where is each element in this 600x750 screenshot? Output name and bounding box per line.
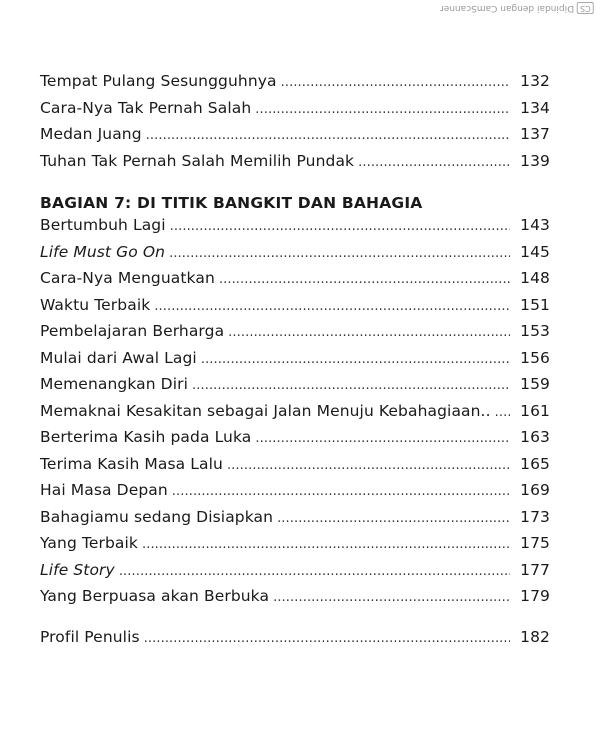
toc-entry-page: 153 bbox=[520, 322, 550, 340]
toc-leader-dots bbox=[281, 75, 510, 90]
toc-entry-page: 143 bbox=[520, 216, 550, 234]
toc-leader-dots bbox=[255, 102, 510, 117]
toc-entry bbox=[40, 349, 550, 376]
toc-entry-page: 177 bbox=[520, 560, 550, 579]
toc-entry-title: Pembelajaran Berharga bbox=[40, 322, 225, 340]
toc-leader-dots bbox=[255, 431, 510, 446]
toc-entry bbox=[40, 534, 550, 561]
toc-leader-dots bbox=[227, 458, 510, 473]
toc-entry-title: Cara-Nya Menguatkan bbox=[40, 269, 215, 287]
toc-entry-page: 132 bbox=[520, 72, 550, 90]
toc-entry-title: Profil Penulis bbox=[40, 627, 140, 646]
toc-entry bbox=[40, 72, 550, 99]
toc-entry-page: 145 bbox=[520, 242, 550, 261]
toc-leader-dots bbox=[119, 564, 510, 579]
toc-entry bbox=[40, 561, 550, 588]
toc-entry-title: Life Story bbox=[40, 560, 115, 579]
toc-entry-page: 134 bbox=[520, 98, 550, 117]
toc-list-top bbox=[40, 72, 550, 178]
toc-leader-dots bbox=[170, 219, 510, 234]
toc-entry bbox=[40, 216, 550, 243]
toc-entry bbox=[40, 152, 550, 179]
toc-leader-dots bbox=[144, 631, 510, 646]
toc-entry-title: Mulai dari Awal Lagi bbox=[40, 348, 197, 367]
toc-list-end bbox=[40, 628, 550, 655]
toc-entry-title: Tempat Pulang Sesungguhnya bbox=[40, 72, 277, 90]
toc-leader-dots bbox=[192, 378, 510, 393]
spacer bbox=[40, 614, 550, 628]
toc-entry-page: 169 bbox=[520, 481, 550, 499]
toc-leader-dots bbox=[201, 352, 510, 367]
toc-leader-dots bbox=[146, 128, 510, 143]
toc-entry-title: Cara-Nya Tak Pernah Salah bbox=[40, 98, 252, 117]
toc-entry-title: Waktu Terbaik bbox=[40, 295, 151, 314]
toc-entry bbox=[40, 455, 550, 482]
toc-entry-title: Medan Juang bbox=[40, 125, 142, 143]
toc-leader-dots bbox=[228, 325, 510, 340]
toc-entry-page: 159 bbox=[520, 375, 550, 393]
toc-entry bbox=[40, 269, 550, 296]
toc-entry bbox=[40, 99, 550, 126]
toc-entry-page: 175 bbox=[520, 534, 550, 552]
toc-entry-title: Hai Masa Depan bbox=[40, 481, 168, 499]
toc-entry bbox=[40, 587, 550, 614]
toc-entry-page: 163 bbox=[520, 428, 550, 446]
toc-entry-title: Bertumbuh Lagi bbox=[40, 216, 166, 234]
toc-entry-title: Yang Berpuasa akan Berbuka bbox=[40, 587, 270, 605]
toc-list-section bbox=[40, 216, 550, 614]
toc-leader-dots bbox=[154, 299, 510, 314]
toc-entry-page: 165 bbox=[520, 454, 550, 473]
toc-leader-dots bbox=[172, 484, 510, 499]
scanner-watermark bbox=[440, 2, 594, 14]
toc-entry-page: 179 bbox=[520, 587, 550, 605]
section-heading: BAGIAN 7: DI TITIK BANGKIT DAN BAHAGIA bbox=[40, 194, 423, 212]
toc-entry bbox=[40, 243, 550, 270]
toc-entry-title: Bahagiamu sedang Disiapkan bbox=[40, 507, 274, 526]
toc-entry-title: Terima Kasih Masa Lalu bbox=[40, 454, 223, 473]
scanner-watermark-text: Dipindai dengan CamScanner bbox=[440, 3, 575, 13]
toc-entry-page: 137 bbox=[520, 125, 550, 143]
toc-entry bbox=[40, 322, 550, 349]
toc-entry bbox=[40, 508, 550, 535]
toc-entry-page: 139 bbox=[520, 151, 550, 170]
toc-entry-title: Yang Terbaik bbox=[40, 534, 138, 552]
toc-leader-dots bbox=[142, 537, 510, 552]
toc-entry-title: Memenangkan Diri bbox=[40, 375, 189, 393]
toc-entry bbox=[40, 481, 550, 508]
toc-entry-page: 173 bbox=[520, 507, 550, 526]
toc-entry-page: 161 bbox=[520, 401, 550, 420]
toc-entry-title: Berterima Kasih pada Luka bbox=[40, 428, 252, 446]
toc-leader-dots bbox=[358, 155, 510, 170]
table-of-contents bbox=[40, 72, 550, 654]
toc-entry-title: Life Must Go On bbox=[40, 242, 166, 261]
toc-entry bbox=[40, 428, 550, 455]
toc-leader-dots bbox=[495, 405, 510, 420]
toc-entry-page: 156 bbox=[520, 348, 550, 367]
toc-leader-dots bbox=[273, 590, 510, 605]
toc-entry-title: Memaknai Kesakitan sebagai Jalan Menuju Kebahagiaan.. bbox=[40, 401, 491, 420]
toc-entry-title: Tuhan Tak Pernah Salah Memilih Pundak bbox=[40, 151, 355, 170]
toc-entry bbox=[40, 375, 550, 402]
toc-entry bbox=[40, 125, 550, 152]
toc-entry-page: 148 bbox=[520, 269, 550, 287]
toc-entry-page: 151 bbox=[520, 295, 550, 314]
toc-entry bbox=[40, 402, 550, 429]
toc-leader-dots bbox=[277, 511, 510, 526]
scanner-badge: CS bbox=[577, 2, 594, 14]
toc-entry-page: 182 bbox=[520, 627, 550, 646]
toc-leader-dots bbox=[219, 272, 510, 287]
toc-leader-dots bbox=[169, 246, 510, 261]
toc-entry bbox=[40, 628, 550, 655]
toc-entry bbox=[40, 296, 550, 323]
